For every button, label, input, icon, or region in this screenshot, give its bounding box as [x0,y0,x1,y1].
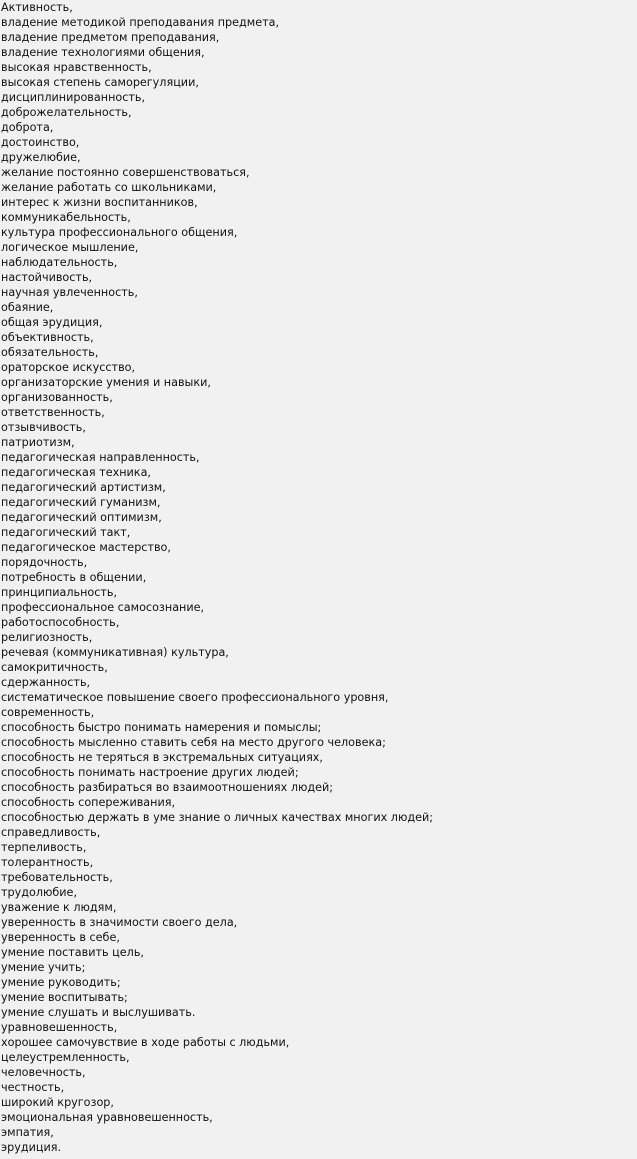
list-item: педагогический такт, [1,526,131,539]
list-item: ответственность, [1,406,105,419]
list-item: умение поставить цель, [1,946,144,959]
list-item: порядочность, [1,556,88,569]
list-item: достоинство, [1,136,80,149]
list-item: уравновешенность, [1,1021,118,1034]
list-item: профессиональное самосознание, [1,601,205,614]
list-item: коммуникабельность, [1,211,131,224]
list-item: педагогическая направленность, [1,451,200,464]
list-item: требовательность, [1,871,113,884]
list-item: трудолюбие, [1,886,77,899]
list-item: умение руководить; [1,976,121,989]
list-item: уважение к людям, [1,901,117,914]
list-item: патриотизм, [1,436,75,449]
list-item: дисциплинированность, [1,91,146,104]
list-item: ораторское искусство, [1,361,136,374]
list-item: умение воспитывать; [1,991,128,1004]
list-item: уверенность в себе, [1,931,120,944]
list-item: культура профессионального общения, [1,226,238,239]
list-item: способность мысленно ставить себя на место другого человека; [1,736,386,749]
list-item: логическое мышление, [1,241,139,254]
list-item: работоспособность, [1,616,120,629]
list-item: систематическое повышение своего профессионального уровня, [1,691,389,704]
list-item: способностью держать в уме знание о личных качествах многих людей; [1,811,434,824]
list-item: умение слушать и выслушивать. [1,1006,196,1019]
list-item: потребность в общении, [1,571,147,584]
list-item: терпеливость, [1,841,87,854]
list-item: доброта, [1,121,54,134]
list-item: сдержанность, [1,676,91,689]
list-item: современность, [1,706,95,719]
list-item: уверенность в значимости своего дела, [1,916,238,929]
list-item: способность сопереживания, [1,796,176,809]
list-item: педагогическое мастерство, [1,541,171,554]
list-item: эмпатия, [1,1126,54,1139]
list-item: хорошее самочувствие в ходе работы с людьми, [1,1036,290,1049]
list-item: общая эрудиция, [1,316,103,329]
list-item: дружелюбие, [1,151,81,164]
list-item: педагогический оптимизм, [1,511,162,524]
list-item: организованность, [1,391,113,404]
list-item: самокритичность, [1,661,108,674]
list-item: справедливость, [1,826,101,839]
list-item: целеустремленность, [1,1051,130,1064]
list-item: принципиальность, [1,586,118,599]
list-item: широкий кругозор, [1,1096,114,1109]
list-item: человечность, [1,1066,86,1079]
list-item: способность разбираться во взаимоотношениях людей; [1,781,334,794]
list-item: настойчивость, [1,271,93,284]
list-item: педагогический гуманизм, [1,496,161,509]
list-item: наблюдательность, [1,256,118,269]
list-item: организаторские умения и навыки, [1,376,211,389]
qualities-list [1,0,637,1155]
list-item: педагогический артистизм, [1,481,166,494]
list-item: умение учить; [1,961,86,974]
list-item: религиозность, [1,631,93,644]
list-item: отзывчивость, [1,421,86,434]
list-item: желание постоянно совершенствоваться, [1,166,250,179]
list-item: интерес к жизни воспитанников, [1,196,198,209]
list-item: высокая степень саморегуляции, [1,76,199,89]
list-item: честность, [1,1081,65,1094]
list-item: обязательность, [1,346,99,359]
list-item: способность не теряться в экстремальных ситуациях, [1,751,323,764]
list-item: доброжелательность, [1,106,132,119]
list-item: владение технологиями общения, [1,46,205,59]
list-item: эрудиция. [1,1141,62,1154]
list-item: высокая нравственность, [1,61,152,74]
list-item: способность понимать настроение других людей; [1,766,299,779]
list-item: толерантность, [1,856,94,869]
list-item: объективность, [1,331,94,344]
list-item: педагогическая техника, [1,466,151,479]
list-item: владение методикой преподавания предмета, [1,16,280,29]
list-item: владение предметом преподавания, [1,31,220,44]
list-item: желание работать со школьниками, [1,181,217,194]
list-item: обаяние, [1,301,54,314]
list-item: научная увлеченность, [1,286,138,299]
list-item: эмоциональная уравновешенность, [1,1111,213,1124]
list-item: Активность, [1,1,73,14]
list-item: способность быстро понимать намерения и помыслы; [1,721,322,734]
list-item: речевая (коммуникативная) культура, [1,646,229,659]
